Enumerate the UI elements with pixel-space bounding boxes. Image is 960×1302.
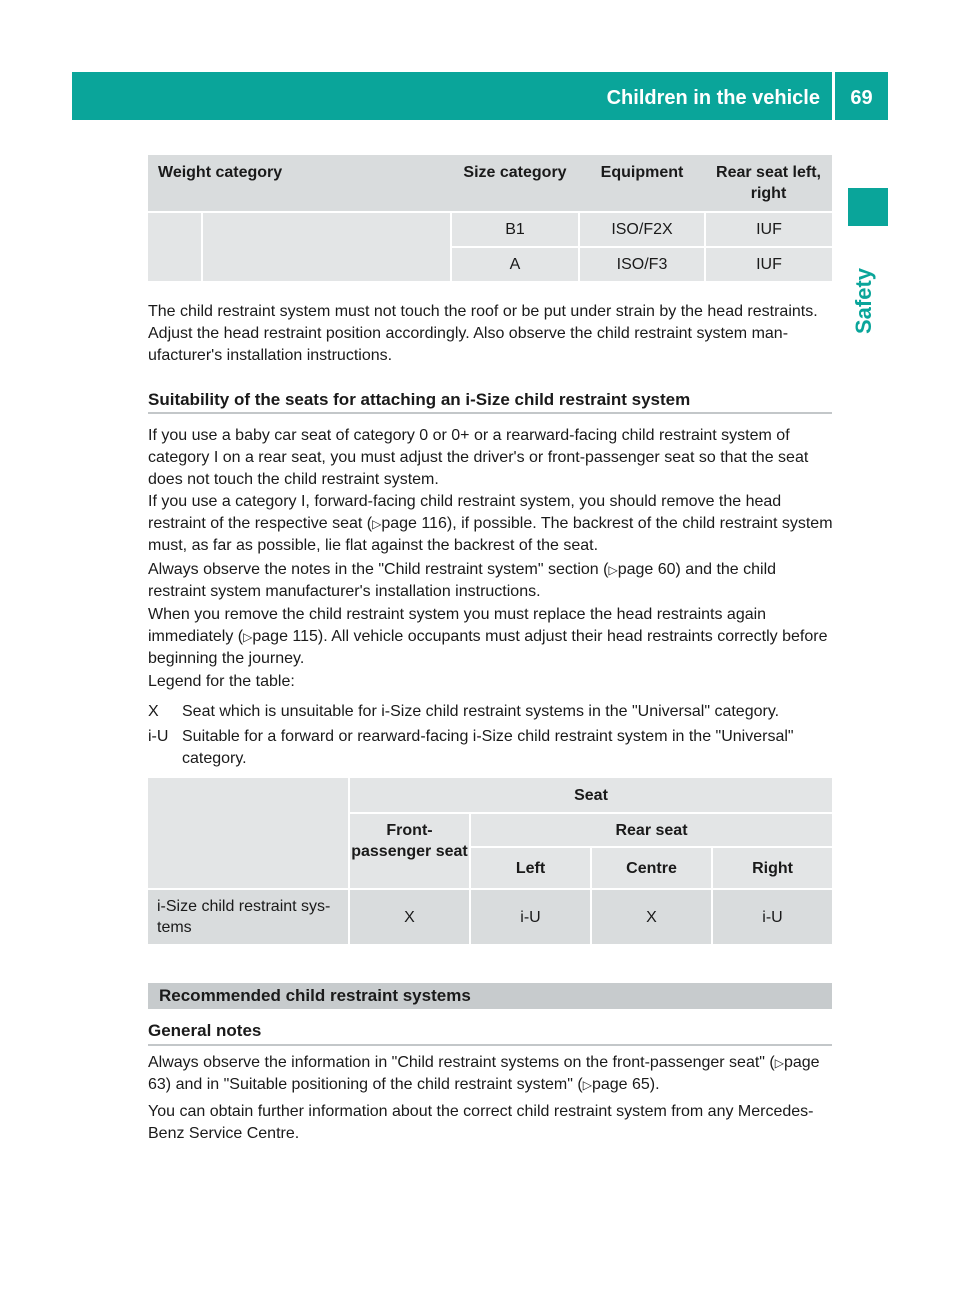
table-row [148, 212, 832, 247]
table-cell: X [349, 889, 470, 944]
page-ref-arrow-icon: ▷ [608, 563, 618, 577]
table-cell: IUF [705, 247, 832, 281]
body-paragraph: If you use a category I, forward-facing child restraint system, you should remove the head restraint of the respective seat (▷page 116), if possible. The backrest of the child restraint system must, as far as possible, lie flat against the backrest of the seat. [148, 493, 833, 554]
body-paragraph: Always observe the information in "Child restraint systems on the front-passenger seat" (▷page 63) and in "Suitable positioning of the child restraint system" (▷page 65). [148, 1054, 820, 1093]
table-cell: ISO/F2X [579, 212, 705, 247]
legend-key: X [148, 703, 159, 720]
table-cell-empty [148, 212, 202, 281]
table-cell: i-U [470, 889, 591, 944]
table-header-row [148, 778, 832, 813]
side-tab-marker [848, 188, 888, 226]
header-left: Left [470, 847, 591, 889]
header-seat: Seat [349, 778, 832, 813]
body-paragraph: Always observe the notes in the "Child restraint system" section (▷page 60) and the child restraint system manufacturer's installation instructions. [148, 561, 777, 600]
head-restraint-note: The child restraint system must not touch the roof or be put under strain by the head restraints. Adjust the head restraint position accordingly. Also observe the child restraint system man-ufacturer's installation instructions. [148, 303, 818, 364]
body-paragraph: When you remove the child restraint system you must replace the head restraints again immediately (▷page 115). All vehicle occupants must adjust their head restraints correctly before beginning the journey. [148, 606, 828, 667]
table-cell: A [451, 247, 579, 281]
header-equipment: Equipment [579, 155, 705, 212]
legend-text: Suitable for a forward or rearward-facing i-Size child restraint system in the "Universal" category. [182, 728, 794, 767]
isofix-table [148, 155, 832, 281]
chapter-title: Children in the vehicle [606, 87, 820, 109]
table-cell: i-U [712, 889, 832, 944]
page-reference-link[interactable]: page 115). All vehicle occupants must adjust their head restraints correctly before beginning the journey. [148, 628, 828, 667]
legend-text: Seat which is unsuitable for i-Size child restraint systems in the "Universal" category. [182, 703, 780, 720]
page-ref-arrow-icon: ▷ [243, 630, 253, 644]
page-reference-link[interactable]: page 65). [591, 1076, 660, 1093]
page-ref-arrow-icon: ▷ [774, 1056, 784, 1070]
page-reference-link[interactable]: page 116), if possible. The backrest of the child restraint system must, as far as possible, lie flat against the backrest of the seat. [148, 515, 833, 554]
isize-seat-table [148, 778, 832, 944]
side-tab-label: Safety [851, 267, 876, 334]
header-rear-seat: Rear seat [470, 813, 832, 847]
heading-rule [148, 1044, 832, 1046]
header-size-category: Size category [451, 155, 579, 212]
section-heading-general: General notes [148, 1021, 262, 1040]
legend-key: i-U [148, 728, 169, 745]
body-paragraph: You can obtain further information about the correct child restraint system from any Mercedes-Benz Service Centre. [148, 1103, 814, 1142]
table-cell: ISO/F3 [579, 247, 705, 281]
page-reference-link[interactable]: page 60) and the child restraint system manufacturer's installation instructions. [148, 561, 777, 600]
page-number: 69 [850, 87, 873, 109]
table-cell-empty [148, 778, 349, 889]
section-title-recommended: Recommended child restraint systems [159, 986, 471, 1005]
table-header-row [148, 155, 832, 212]
header-weight-category: Weight category [148, 155, 451, 212]
row-label: i-Size child restraint sys-tems [148, 889, 349, 944]
legend-intro: Legend for the table: [148, 673, 295, 690]
header-right: Right [712, 847, 832, 889]
table-row [148, 889, 832, 944]
header-front-passenger-seat: Front-passenger seat [349, 813, 470, 889]
page-ref-arrow-icon: ▷ [372, 517, 382, 531]
body-paragraph: If you use a baby car seat of category 0 or 0+ or a rearward-facing child restraint system of category I on a rear seat, you must adjust the driver's or front-passenger seat so that the seat does not touch the child restraint system. [148, 427, 809, 488]
heading-rule [148, 412, 832, 414]
page-ref-arrow-icon: ▷ [582, 1078, 592, 1092]
page-reference-link[interactable]: page 63) and in "Suitable positioning of the child restraint system" ( [148, 1054, 820, 1093]
table-cell: IUF [705, 212, 832, 247]
table-cell: B1 [451, 212, 579, 247]
section-heading-suitability: Suitability of the seats for attaching an i-Size child restraint system [148, 390, 691, 409]
header-rear-seat: Rear seat left, right [705, 155, 832, 212]
header-centre: Centre [591, 847, 712, 889]
table-cell: X [591, 889, 712, 944]
table-cell-empty [202, 212, 451, 281]
